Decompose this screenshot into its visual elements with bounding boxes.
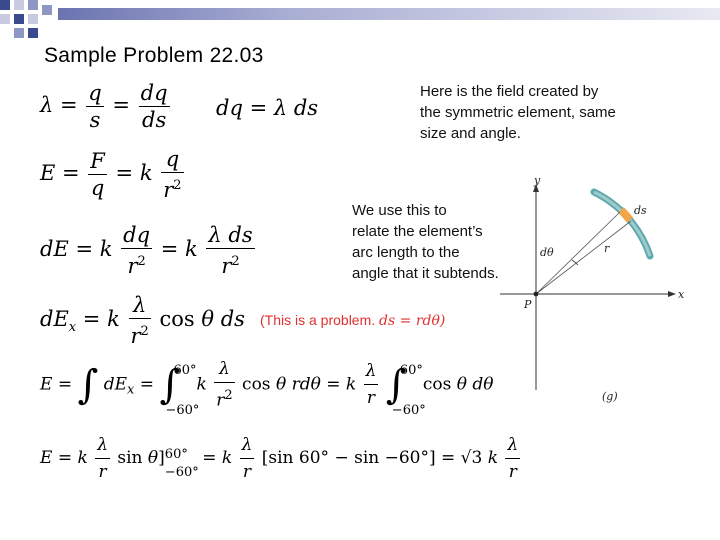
note-arc-length: We use this to relate the element’s arc length to the angle that it subtends. (352, 202, 499, 282)
equation-dE: dE = k $\frac{dq}{r^2}$ = k $\frac{\text{λ ds}}{r^2}$ (40, 223, 253, 278)
problem-note: (This is a problem. ds = rdθ) (260, 312, 446, 329)
label-y: y (534, 174, 541, 187)
label-ds: ds (634, 204, 647, 217)
equation-integral: E = ∫ $dE_x$ = ∫ 60° −60° k $\frac{\lambda}{r^2}$ cos θ rdθ = k $\frac{\lambda}{r}$ ∫ 60° −60° cos θ dθ (40, 356, 494, 414)
label-r: r (604, 242, 610, 255)
note-symmetric-element: Here is the field created by the symmetric element, same size and angle. (420, 83, 616, 142)
x-axis-arrow (668, 291, 676, 297)
arc-element-ds (621, 210, 630, 220)
label-g: (g) (602, 390, 618, 403)
charged-arc-highlight (594, 192, 650, 256)
page-title: Sample Problem 22.03 (44, 44, 264, 67)
label-x: x (678, 288, 685, 301)
point-P (534, 292, 539, 297)
equation-result: E = k $\frac{\lambda}{r}$ sin θ] 60° −60° = k $\frac{\lambda}{r}$ [sin 60° − sin −60°] = √3 k $\frac{\lambda}{r}$ (40, 432, 522, 485)
header-band (0, 0, 720, 44)
equation-lambda-definition: λ = $\frac{q}{s}$ = $\frac{dq}{ds}$ (40, 81, 168, 132)
arc-element-figure (500, 170, 710, 410)
label-P: P (524, 298, 532, 311)
label-dtheta: dθ (540, 246, 554, 259)
equation-dq: dq = λ ds (216, 96, 319, 120)
equation-field-definition: E = $\frac{F}{q}$ = k $\frac{q}{r^2}$ (40, 147, 182, 202)
equation-dEx: $dE_x = k$ $\frac{\lambda}{r^2}$ cos θ ds (40, 293, 245, 348)
charged-arc (594, 192, 650, 256)
